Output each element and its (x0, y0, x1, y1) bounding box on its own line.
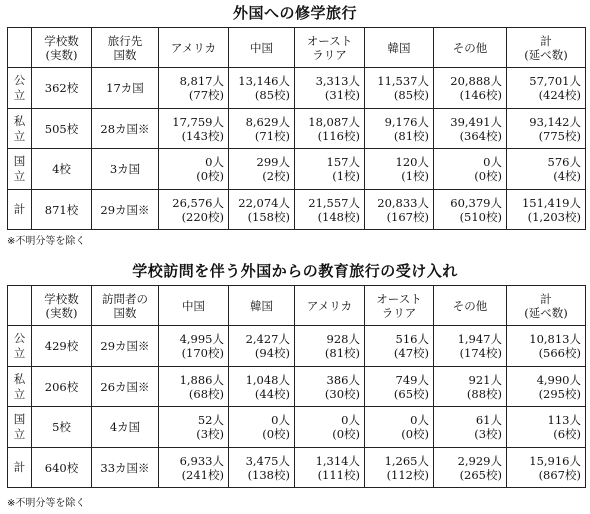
cell-total: 93,142人 (775校) (507, 109, 586, 149)
cell-china: 6,933人 (241校) (159, 448, 229, 488)
cell-australia: 3,313人 (31校) (295, 68, 365, 109)
cell-destinations: 3カ国 (92, 149, 159, 190)
cell-schools: 429校 (32, 326, 92, 367)
cell-usa: 386人 (30校) (295, 367, 365, 407)
header-australia: オースト ラリア (295, 28, 365, 68)
cell-total: 10,813人 (566校) (507, 326, 586, 367)
header-australia: オースト ラリア (365, 286, 434, 326)
cell-china: 4,995人 (170校) (159, 326, 229, 367)
inbound-trips-table (7, 285, 586, 488)
cell-usa: 26,576人 (220校) (159, 190, 229, 230)
header-korea: 韓国 (229, 286, 295, 326)
cell-korea: 1,048人 (44校) (229, 367, 295, 407)
header-korea: 韓国 (365, 28, 434, 68)
cell-usa: 1,314人 (111校) (295, 448, 365, 488)
cell-australia: 21,557人 (148校) (295, 190, 365, 230)
cell-korea: 9,176人 (81校) (365, 109, 434, 149)
outbound-trips-table (7, 27, 586, 230)
cell-china: 1,886人 (68校) (159, 367, 229, 407)
header-china: 中国 (159, 286, 229, 326)
cell-schools: 4校 (32, 149, 92, 190)
cell-other: 1,947人 (174校) (434, 326, 507, 367)
cell-china: 52人 (3校) (159, 407, 229, 448)
cell-korea: 3,475人 (138校) (229, 448, 295, 488)
cell-visitor-countries: 26カ国※ (92, 367, 159, 407)
header-china: 中国 (229, 28, 295, 68)
table-row-total (8, 190, 586, 230)
table-row (8, 68, 586, 109)
cell-australia: 157人 (1校) (295, 149, 365, 190)
table-row (8, 326, 586, 367)
row-label-total: 計 (8, 448, 32, 488)
cell-usa: 17,759人 (143校) (159, 109, 229, 149)
cell-destinations: 28カ国※ (92, 109, 159, 149)
cell-usa: 928人 (81校) (295, 326, 365, 367)
cell-other: 2,929人 (265校) (434, 448, 507, 488)
cell-australia: 516人 (47校) (365, 326, 434, 367)
header-other: その他 (434, 28, 507, 68)
cell-other: 61人 (3校) (434, 407, 507, 448)
cell-total: 576人 (4校) (507, 149, 586, 190)
row-label-public: 公 立 (8, 68, 32, 109)
footnote: ※不明分等を除く (7, 498, 86, 509)
section2-title: 学校訪問を伴う外国からの教育旅行の受け入れ (132, 262, 458, 280)
cell-total: 113人 (6校) (507, 407, 586, 448)
row-label-total: 計 (8, 190, 32, 230)
cell-other: 921人 (88校) (434, 367, 507, 407)
header-destinations: 旅行先 国数 (92, 28, 159, 68)
cell-australia: 749人 (65校) (365, 367, 434, 407)
header-usa: アメリカ (295, 286, 365, 326)
row-label-national: 国 立 (8, 407, 32, 448)
table-row-total (8, 448, 586, 488)
cell-other: 0人 (0校) (434, 149, 507, 190)
corner-cell (8, 28, 32, 68)
cell-china: 8,629人 (71校) (229, 109, 295, 149)
cell-other: 39,491人 (364校) (434, 109, 507, 149)
cell-australia: 0人 (0校) (365, 407, 434, 448)
cell-usa: 0人 (0校) (295, 407, 365, 448)
cell-korea: 120人 (1校) (365, 149, 434, 190)
header-total: 計 (延べ数) (507, 286, 586, 326)
cell-china: 299人 (2校) (229, 149, 295, 190)
cell-china: 13,146人 (85校) (229, 68, 295, 109)
cell-schools: 505校 (32, 109, 92, 149)
cell-australia: 18,087人 (116校) (295, 109, 365, 149)
header-usa: アメリカ (159, 28, 229, 68)
cell-usa: 0人 (0校) (159, 149, 229, 190)
table-row (8, 367, 586, 407)
header-visitor-countries: 訪問者の 国数 (92, 286, 159, 326)
cell-usa: 8,817人 (77校) (159, 68, 229, 109)
cell-other: 60,379人 (510校) (434, 190, 507, 230)
table-row (8, 149, 586, 190)
cell-total: 15,916人 (867校) (507, 448, 586, 488)
cell-total: 4,990人 (295校) (507, 367, 586, 407)
cell-schools: 871校 (32, 190, 92, 230)
cell-schools: 362校 (32, 68, 92, 109)
cell-korea: 20,833人 (167校) (365, 190, 434, 230)
row-label-public: 公 立 (8, 326, 32, 367)
header-other: その他 (434, 286, 507, 326)
cell-schools: 640校 (32, 448, 92, 488)
header-schools: 学校数 (実数) (32, 28, 92, 68)
cell-korea: 0人 (0校) (229, 407, 295, 448)
cell-schools: 5校 (32, 407, 92, 448)
cell-korea: 11,537人 (85校) (365, 68, 434, 109)
cell-china: 22,074人 (158校) (229, 190, 295, 230)
footnote: ※不明分等を除く (7, 236, 86, 247)
cell-visitor-countries: 29カ国※ (92, 326, 159, 367)
cell-korea: 2,427人 (94校) (229, 326, 295, 367)
cell-schools: 206校 (32, 367, 92, 407)
cell-visitor-countries: 33カ国※ (92, 448, 159, 488)
row-label-private: 私 立 (8, 367, 32, 407)
table-row (8, 109, 586, 149)
header-total: 計 (延べ数) (507, 28, 586, 68)
cell-total: 151,419人 (1,203校) (507, 190, 586, 230)
cell-destinations: 17カ国 (92, 68, 159, 109)
cell-destinations: 29カ国※ (92, 190, 159, 230)
corner-cell (8, 286, 32, 326)
row-label-national: 国 立 (8, 149, 32, 190)
cell-visitor-countries: 4カ国 (92, 407, 159, 448)
header-schools: 学校数 (実数) (32, 286, 92, 326)
cell-australia: 1,265人 (112校) (365, 448, 434, 488)
section1-title: 外国への修学旅行 (232, 4, 357, 22)
row-label-private: 私 立 (8, 109, 32, 149)
table-header-row (8, 286, 586, 326)
table-row (8, 407, 586, 448)
cell-other: 20,888人 (146校) (434, 68, 507, 109)
cell-total: 57,701人 (424校) (507, 68, 586, 109)
table-header-row (8, 28, 586, 68)
